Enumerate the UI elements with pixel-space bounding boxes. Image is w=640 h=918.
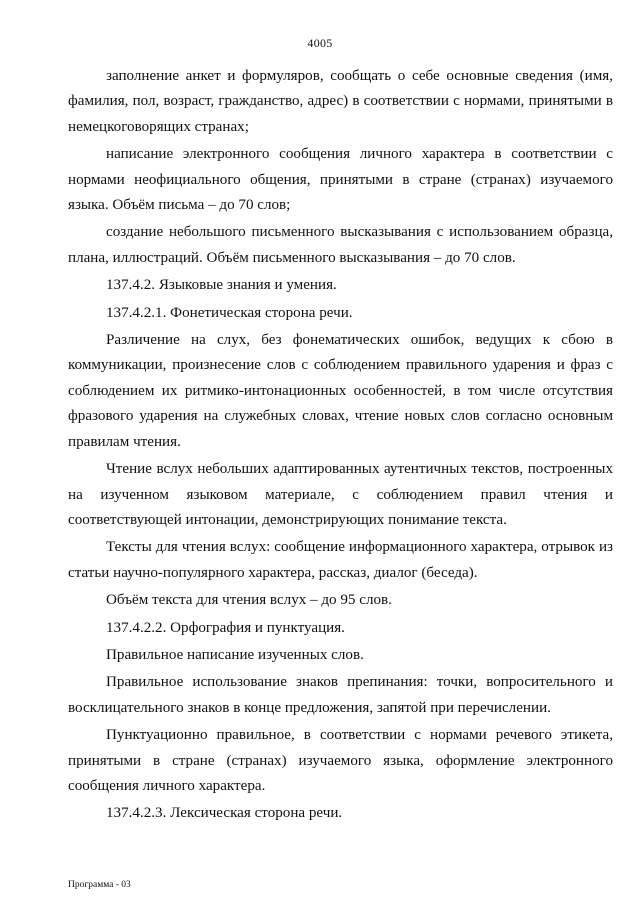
section-heading-phonetics: 137.4.2.1. Фонетическая сторона речи.: [106, 304, 353, 321]
footer-program-label: Программа - 03: [68, 880, 131, 890]
section-heading-language-skills: 137.4.2. Языковые знания и умения.: [106, 277, 337, 294]
paragraph-reading-aloud: Чтение вслух небольших адаптированных аутентичных текстов, построенных на изученном языковом материале, с соблюдением правил чтения и соответствующей интонации, демонстрирующих понимание текста.: [68, 461, 613, 528]
paragraph-forms: заполнение анкет и формуляров, сообщать о себе основные сведения (имя, фамилия, пол, возраст, гражданство, адрес) в соответствии с нормами, принятыми в немецкоговорящих странах;: [68, 68, 613, 135]
paragraph-email: написание электронного сообщения личного характера в соответствии с нормами неофициального общения, принятыми в стране (странах) изучаемого языка. Объём письма – до 70 слов;: [68, 146, 613, 214]
paragraph-reading-texts: Тексты для чтения вслух: сообщение информационного характера, отрывок из статьи научно-популярного характера, рассказ, диалог (беседа).: [68, 539, 613, 581]
section-heading-lexis: 137.4.2.3. Лексическая сторона речи.: [106, 805, 343, 822]
paragraph-phonetics: Различение на слух, без фонематических ошибок, ведущих к сбою в коммуникации, произнесение слов с соблюдением правильного ударения и фраз с соблюдением их ритмико-интонационных особенностей, в том числе отсутствия фразового ударения на служебных словах, чтение новых слов согласно основным правилам чтения.: [68, 332, 613, 450]
paragraph-spelling: Правильное написание изученных слов.: [106, 646, 364, 663]
paragraph-email-punctuation: Пунктуационно правильное, в соответствии с нормами речевого этикета, принятыми в стране (странах) изучаемого языка, оформление электронного сообщения личного характера.: [68, 727, 613, 794]
paragraph-reading-volume: Объём текста для чтения вслух – до 95 слов.: [106, 592, 392, 609]
paragraph-written-statement: создание небольшого письменного высказывания с использованием образца, плана, иллюстраций. Объём письменного высказывания – до 70 слов.: [68, 224, 613, 266]
section-heading-orthography: 137.4.2.2. Орфография и пунктуация.: [106, 619, 345, 636]
paragraph-punctuation: Правильное использование знаков препинания: точки, вопросительного и восклицательного знаков в конце предложения, запятой при перечислении.: [68, 674, 613, 716]
page-number: 4005: [307, 36, 333, 50]
body-text: [68, 64, 613, 829]
